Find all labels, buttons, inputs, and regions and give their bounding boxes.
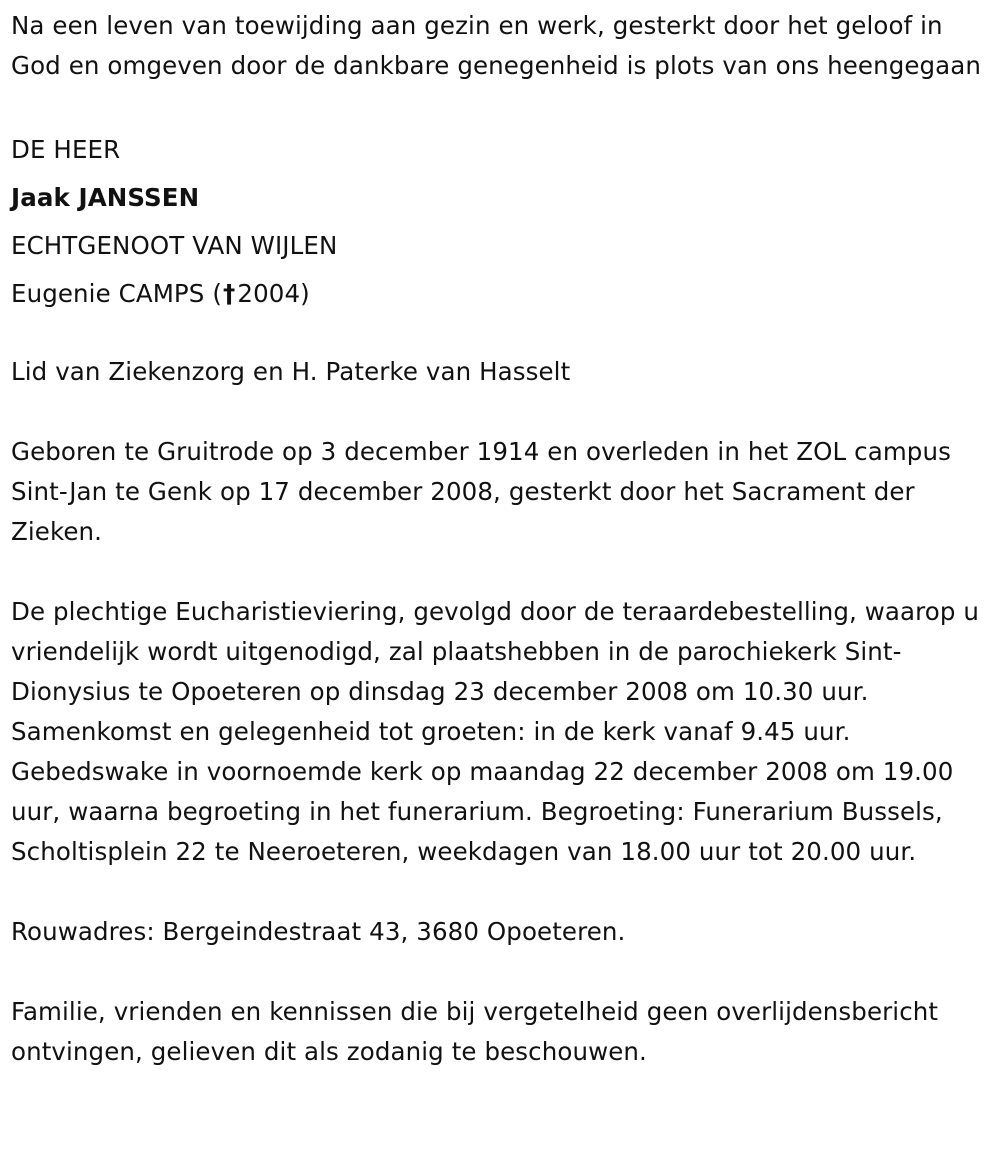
deceased-name: Jaak JANSSEN: [11, 183, 200, 212]
spouse-label: ECHTGENOOT VAN WIJLEN: [11, 231, 338, 260]
spouse-name: Eugenie CAMPS (: [11, 279, 223, 308]
spouse-year: 2004): [237, 279, 310, 308]
birth-death-paragraph: Geboren te Gruitrode op 3 december 1914 en overleden in het ZOL campus Sint-Jan te Genk op 17 december 2008, gesterkt door het Sacrament der Zieken.: [11, 437, 951, 546]
spouse-line: [11, 270, 988, 318]
intro-paragraph: Na een leven van toewijding aan gezin en werk, gesterkt door het geloof in God en omgeven door de dankbare genegenheid is plots van ons heengegaan: [11, 11, 982, 80]
ceremony-paragraph: De plechtige Eucharistieviering, gevolgd door de teraardebestelling, waarop u vriendelijk wordt uitgenodigd, zal plaatshebben in de parochiekerk Sint-Dionysius te Opoeteren op dinsdag 23 december 2008 om 10.30 uur. Samenkomst en gelegenheid tot groeten: in de kerk vanaf 9.45 uur. Gebedswake in voornoemde kerk op maandag 22 december 2008 om 19.00 uur, waarna begroeting in het funerarium. Begroeting: Funerarium Bussels, Scholtisplein 22 te Neeroeteren, weekdagen van 18.00 uur tot 20.00 uur.: [11, 597, 980, 866]
cross-icon: †: [223, 279, 236, 308]
membership-paragraph: Lid van Ziekenzorg en H. Paterke van Hasselt: [11, 357, 571, 386]
address-paragraph: Rouwadres: Bergeindestraat 43, 3680 Opoeteren.: [11, 917, 626, 946]
closing-paragraph: Familie, vrienden en kennissen die bij vergetelheid geen overlijdensbericht ontvingen, gelieven dit als zodanig te beschouwen.: [11, 997, 939, 1066]
honorific-title: DE HEER: [11, 135, 121, 164]
